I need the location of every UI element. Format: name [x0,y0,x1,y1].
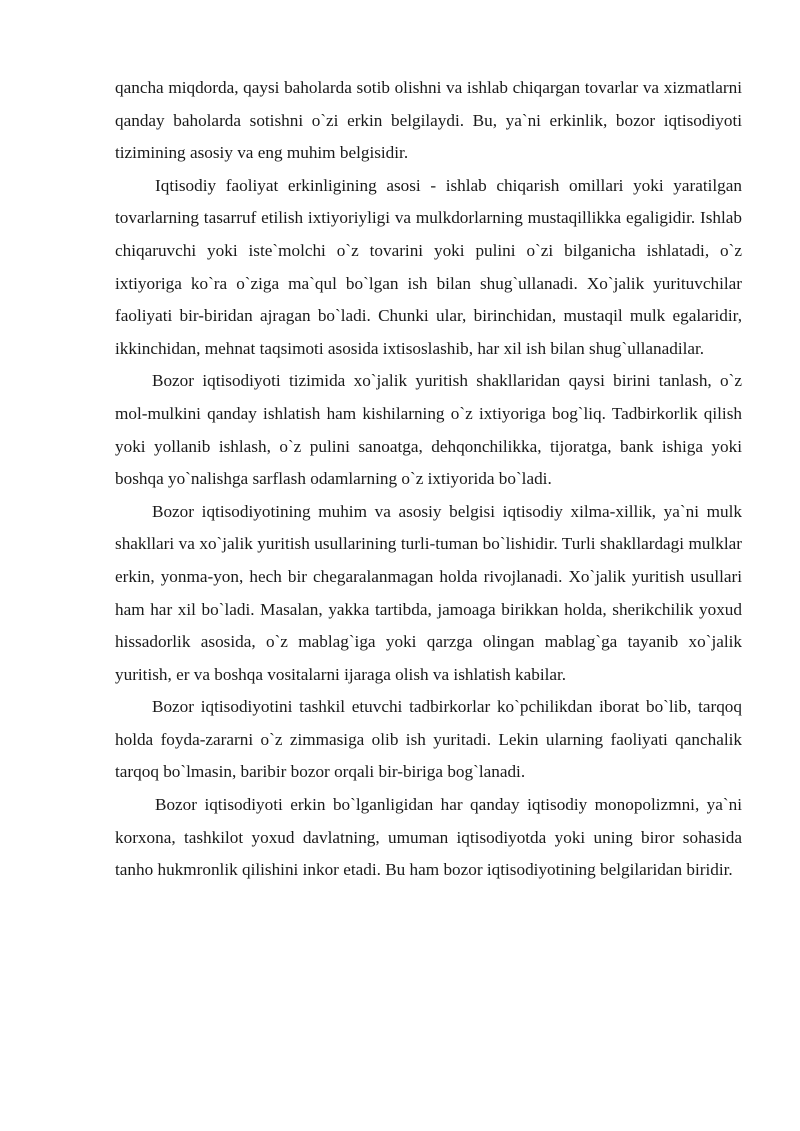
paragraph-5: Bozor iqtisodiyotini tashkil etuvchi tadbirkorlar ko`pchilikdan iborat bo`lib, tarqoq holda foyda-zararni o`z zimmasiga olib ish yuritadi. Lekin ularning faoliyati qanchalik tarqoq bo`lmasin, baribir bozor orqali bir-biriga bog`lanadi. [115,697,742,782]
document-page [115,72,742,887]
paragraph-4: Bozor iqtisodiyotining muhim va asosiy belgisi iqtisodiy xilma-xillik, ya`ni mulk shakllari va xo`jalik yuritish usullarining turli-tuman bo`lishidir. Turli shakllardagi mulklar erkin, yonma-yon, hech bir chegaralanmagan holda rivojlanadi. Xo`jalik yuritish usullari ham har xil bo`ladi. Masalan, yakka tartibda, jamoaga birikkan holda, sherikchilik yoxud hissadorlik asosida, o`z mablag`iga yoki qarzga olingan mablag`ga tayanib xo`jalik yuritish, er va boshqa vositalarni ijaraga olish va ishlatish kabilar. [115,501,742,684]
paragraph-6: Bozor iqtisodiyoti erkin bo`lganligidan har qanday iqtisodiy monopolizmni, ya`ni korxona, tashkilot yoxud davlatning, umuman iqtisodiyotda yoki uning biror sohasida tanho hukmronlik qilishini inkor etadi. Bu ham bozor iqtisodiyotining belgilaridan biridir. [115,795,742,880]
paragraph-1: qancha miqdorda, qaysi baholarda sotib olishni va ishlab chiqargan tovarlar va xizmatlarni qanday baholarda sotishni o`zi erkin belgilaydi. Bu, ya`ni erkinlik, bozor iqtisodiyoti tizimining asosiy va eng muhim belgisidir. [115,78,742,163]
paragraph-2: Iqtisodiy faoliyat erkinligining asosi - ishlab chiqarish omillari yoki yaratilgan tovarlarning tasarruf etilish ixtiyoriyligi va mulkdorlarning mustaqillikka egaligidir. Ishlab chiqaruvchi yoki iste`molchi o`z tovarini yoki pulini o`zi bilganicha ishlatadi, o`z ixtiyoriga ko`ra o`ziga ma`qul bo`lgan ish bilan shug`ullanadi. Xo`jalik yurituvchilar faoliyati bir-biridan ajragan bo`ladi. Chunki ular, birinchidan, mustaqil mulk egalaridir, ikkinchidan, mehnat taqsimoti asosida ixtisoslashib, har xil ish bilan shug`ullanadilar. [115,175,742,358]
paragraph-3: Bozor iqtisodiyoti tizimida xo`jalik yuritish shakllaridan qaysi birini tanlash, o`z mol-mulkini qanday ishlatish ham kishilarning o`z ixtiyoriga bog`liq. Tadbirkorlik qilish yoki yollanib ishlash, o`z pulini sanoatga, dehqonchilikka, tijoratga, bank ishiga yoki boshqa yo`nalishga sarflash odamlarning o`z ixtiyorida bo`ladi. [115,371,742,489]
